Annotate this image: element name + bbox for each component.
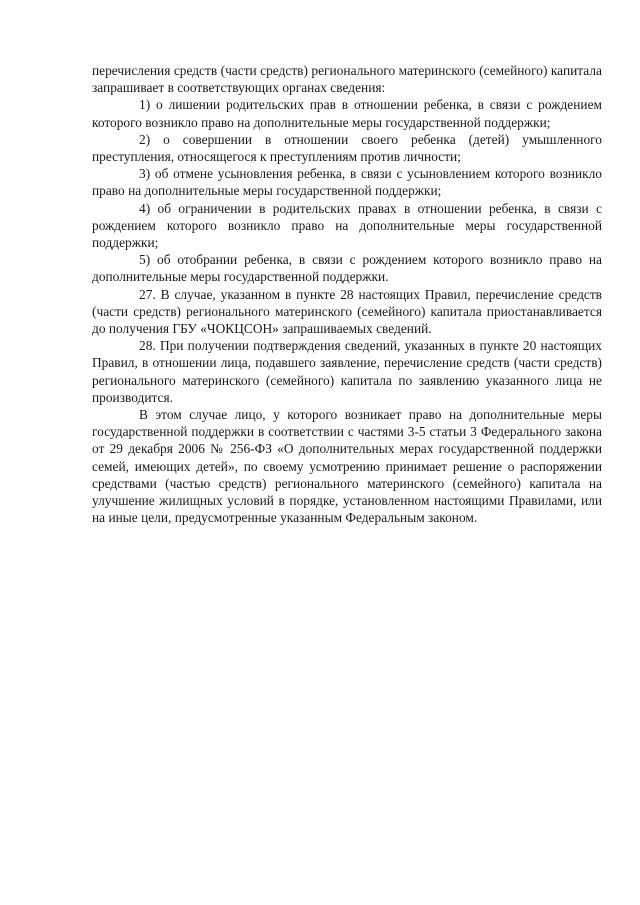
- paragraph-clause-28: 28. При получении подтверждения сведений, указанных в пункте 20 настоящих Правил, в отношении лица, подавшего заявление, перечисление средств (части средств) регионального материнского (семейного) капитала по заявлению указанного лица не производится.: [92, 338, 602, 405]
- paragraph-item-2: 2) о совершении в отношении своего ребенка (детей) умышленного преступления, относящегося к преступлениям против личности;: [92, 131, 602, 165]
- paragraph-item-3: 3) об отмене усыновления ребенка, в связи с усыновлением которого возникло право на дополнительные меры государственной поддержки;: [92, 166, 602, 199]
- document-body: [92, 62, 602, 526]
- paragraph-clause-27: 27. В случае, указанном в пункте 28 настоящих Правил, перечисление средств (части средств) регионального материнского (семейного) капитала приостанавливается до получения ГБУ «ЧОКЦСОН» запрашиваемых сведений.: [92, 286, 602, 337]
- paragraph-item-4: 4) об ограничении в родительских правах в отношении ребенка, в связи с рождением которого возникло право на дополнительные меры государственной поддержки;: [92, 200, 602, 251]
- paragraph-continuation: перечисления средств (части средств) регионального материнского (семейного) капитала запрашивает в соответствующих органах сведения:: [92, 63, 602, 96]
- paragraph-final: В этом случае лицо, у которого возникает право на дополнительные меры государственной поддержки в соответствии с частями 3-5 статьи 3 Федерального закона от 29 декабря 2006 № 256-ФЗ «О дополнительных мерах государственной поддержки семей, имеющих детей», по своему усмотрению принимает решение о распоряжении средствами (частью средств) регионального материнского (семейного) капитала на улучшение жилищных условий в порядке, установленном настоящими Правилами, или на иные цели, предусмотренные указанным Федеральным законом.: [92, 407, 602, 526]
- paragraph-item-1: 1) о лишении родительских прав в отношении ребенка, в связи с рождением которого возникло право на дополнительные меры государственной поддержки;: [92, 97, 602, 130]
- paragraph-item-5: 5) об отобрании ребенка, в связи с рождением которого возникло право на дополнительные меры государственной поддержки.: [92, 252, 602, 285]
